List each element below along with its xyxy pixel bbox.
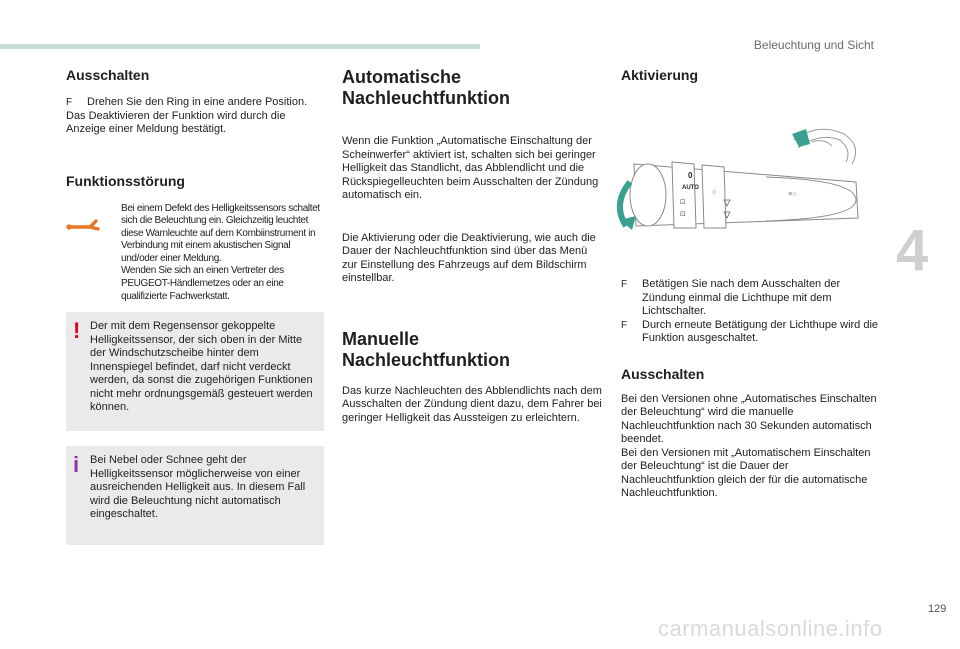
bullet-text: Durch erneute Betätigung der Lichthupe wird die Funktion ausgeschaltet. xyxy=(642,318,879,344)
paragraph: Bei den Versionen mit „Automatischem Einschalten der Beleuchtung“ ist die Dauer der Nachleuchtfunktion gleich der für die automatische Nachleuchtfunktion. xyxy=(621,446,871,499)
wrench-icon xyxy=(66,217,100,233)
paragraph: Das Deaktivieren der Funktion wird durch die Anzeige einer Meldung bestätigt. xyxy=(66,109,286,135)
auto-label: AUTO xyxy=(682,185,699,191)
section-title-aktivierung: Aktivierung xyxy=(621,67,699,83)
svg-text:⊡: ⊡ xyxy=(680,211,686,218)
bullet-item xyxy=(621,319,883,346)
info-text: Bei Nebel oder Schnee geht der Helligkeitssensor möglicherweise von einer ausreichenden Helligkeit aus. In diesem Fall wird die Beleuchtung nicht automatisch eingeschaltet. xyxy=(90,454,306,521)
column-middle xyxy=(342,67,604,425)
section-title-automatische-nachleuchtfunktion: Automatische Nachleuchtfunktion xyxy=(342,67,511,108)
section-title-manuelle-nachleuchtfunktion: Manuelle Nachleuchtfunktion xyxy=(342,328,511,370)
column-left xyxy=(66,67,324,545)
bullet-mark: F xyxy=(621,279,628,290)
bullet-item xyxy=(621,278,883,319)
page-number: 129 xyxy=(928,603,947,615)
watermark: carmanualsonline.info xyxy=(658,616,883,641)
section-title-ausschalten-2: Ausschalten xyxy=(621,365,705,382)
bullet-mark: F xyxy=(621,319,628,331)
paragraph: Bei den Versionen ohne „Automatisches Einschalten der Beleuchtung“ wird die manuelle Nachleuchtfunktion nach 30 Sekunden automatisch beendet. xyxy=(621,392,877,445)
bullet-mark: F xyxy=(66,97,73,108)
info-box xyxy=(66,446,324,545)
bullet-item xyxy=(66,96,324,110)
section-title-ausschalten: Ausschalten xyxy=(66,67,150,83)
column-right xyxy=(621,67,883,84)
bullet-text: Drehen Sie den Ring in eine andere Position. xyxy=(87,96,308,108)
paragraph: Das kurze Nachleuchten des Abblendlichts nach dem Ausschalten der Zündung dient dazu, dem Fahrer bei geringer Helligkeit das Aussteigen zu erleichtern. xyxy=(342,384,602,424)
svg-text:○: ○ xyxy=(712,189,717,196)
warning-icon: ! xyxy=(73,318,81,344)
chapter-accent-bar xyxy=(0,44,480,49)
warning-box xyxy=(66,312,324,431)
paragraph: Die Aktivierung oder die Deaktivierung, wie auch die Dauer der Nachleuchtfunktion sind über das Menü zur Einstellung des Fahrzeugs auf dem Bildschirm einstellbar. xyxy=(342,231,596,284)
paragraph: Wenn die Funktion „Automatische Einschaltung der Scheinwerfer“ aktiviert ist, schalten sich bei geringer Helligkeit das Standlicht, das Abblendlicht und die Rückspiegelleuchten beim Ausschalten der Zündung automatisch ein. xyxy=(342,135,599,201)
light-stalk-illustration xyxy=(606,120,866,230)
aktivierung-steps xyxy=(621,278,883,501)
chapter-number: 4 xyxy=(896,218,929,283)
bullet-text: Betätigen Sie nach dem Ausschalten der Zündung einmal die Lichthupe mit dem Lichtschalter. xyxy=(642,278,841,317)
fault-text-2: Wenden Sie sich an einen Vertreter des PEUGEOT-Händlernetzes oder an eine qualifizierte Fachwerkstatt. xyxy=(121,265,284,302)
fault-notice xyxy=(66,203,324,304)
section-title-funktionsstoerung: Funktionsstörung xyxy=(66,172,185,189)
stalk-highlight xyxy=(792,129,810,147)
fault-text-1: Bei einem Defekt des Helligkeitssensors schaltet sich die Beleuchtung ein. Gleichzeitig leuchtet diese Warnleuchte auf dem Kombiinstrument in Verbindung mit einem akustischen Signal und/oder einer Meldung. xyxy=(121,202,320,264)
info-icon: i xyxy=(73,452,80,478)
chapter-title: Beleuchtung und Sicht xyxy=(753,38,874,52)
svg-text:≡○: ≡○ xyxy=(788,191,797,198)
ring-mark-label: 0 xyxy=(688,171,693,180)
svg-text:⊡: ⊡ xyxy=(680,199,686,206)
warning-text: Der mit dem Regensensor gekoppelte Helligkeitssensor, der sich oben in der Mitte der Windschutzscheibe hinter dem Innenspiegel befindet, darf nicht verdeckt werden, da sonst die zugehörigen Funktionen nicht mehr ordnungsgemäß gesteuert werden können. xyxy=(90,320,313,414)
